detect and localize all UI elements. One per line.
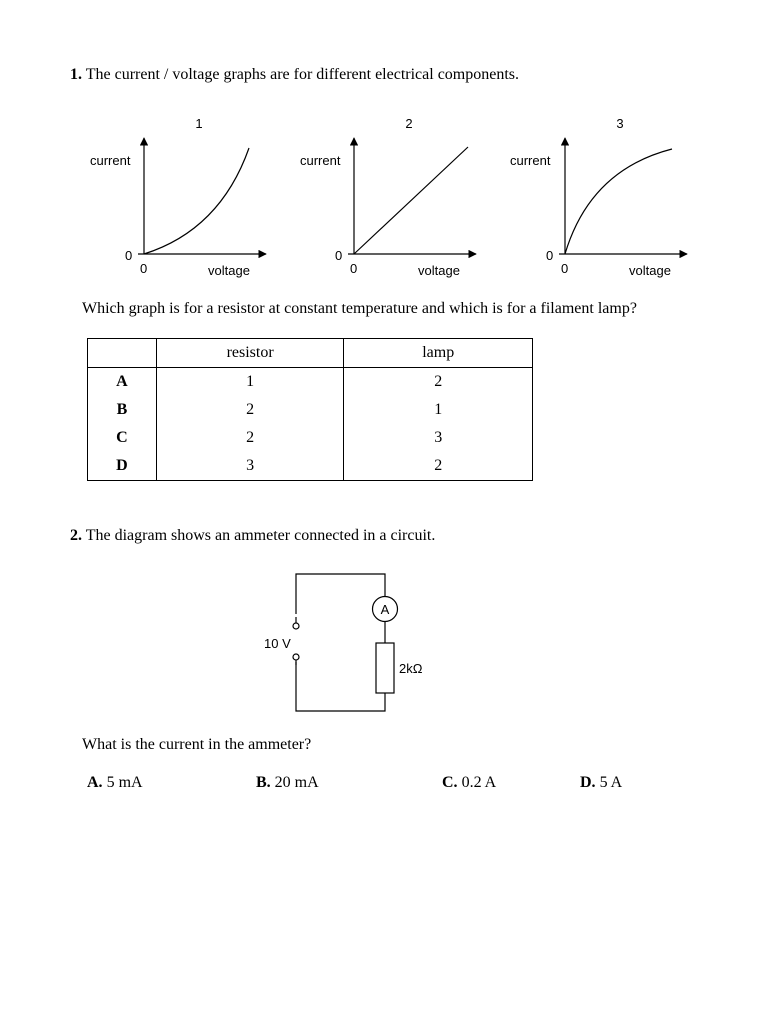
table-header-resistor: resistor <box>156 339 344 368</box>
table-row <box>88 424 533 452</box>
graph-3-curve <box>565 149 672 254</box>
graph-1 <box>90 116 266 278</box>
row-key: C <box>88 424 157 452</box>
graph-3-origin-y: 0 <box>546 248 554 263</box>
graph-1-x-axis-label: voltage <box>208 263 250 278</box>
terminal-bottom <box>293 654 299 660</box>
table-header-key <box>88 339 157 368</box>
circuit-wire-bottom <box>296 662 385 711</box>
row-resistor: 2 <box>156 424 344 452</box>
table-row <box>88 368 533 397</box>
question-2-stem: The diagram shows an ammeter connected in a circuit. <box>85 527 436 544</box>
row-lamp: 1 <box>344 396 533 424</box>
option-d-text: 5 A <box>599 774 623 791</box>
table-header-lamp: lamp <box>344 339 533 368</box>
row-resistor: 1 <box>156 368 344 397</box>
option-a[interactable] <box>87 774 143 792</box>
graph-1-origin-x: 0 <box>140 261 148 276</box>
resistor-label: 2kΩ <box>399 661 423 676</box>
question-1-number: 1. <box>70 66 82 83</box>
option-c[interactable] <box>442 774 496 792</box>
answer-table-header <box>88 339 533 368</box>
graph-2-x-axis-label: voltage <box>418 263 460 278</box>
option-b-key: B. <box>256 774 271 791</box>
row-lamp: 2 <box>344 452 533 481</box>
graph-2-origin-x: 0 <box>350 261 358 276</box>
graph-2-line <box>354 147 468 254</box>
circuit-wire-top <box>296 574 385 614</box>
graph-3-origin-x: 0 <box>561 261 569 276</box>
row-resistor: 3 <box>156 452 344 481</box>
question-1-stem: The current / voltage graphs are for different electrical components. <box>85 66 520 83</box>
graph-1-label: 1 <box>195 116 203 131</box>
table-row <box>88 452 533 481</box>
option-a-key: A. <box>87 774 103 791</box>
question-2-text <box>70 527 435 545</box>
graph-1-y-axis-label: current <box>90 153 131 168</box>
answer-table <box>87 338 533 481</box>
option-d-key: D. <box>580 774 596 791</box>
row-resistor: 2 <box>156 396 344 424</box>
table-row <box>88 396 533 424</box>
circuit-diagram <box>250 565 450 720</box>
graph-2-y-axis-label: current <box>300 153 341 168</box>
graph-1-origin-y: 0 <box>125 248 133 263</box>
question-2-prompt: What is the current in the ammeter? <box>82 736 312 753</box>
option-a-text: 5 mA <box>106 774 143 791</box>
graph-2-origin-y: 0 <box>335 248 343 263</box>
graph-2 <box>300 116 476 278</box>
graph-3-x-axis-label: voltage <box>629 263 671 278</box>
option-c-text: 0.2 A <box>461 774 497 791</box>
iv-graphs <box>80 110 700 285</box>
row-key: B <box>88 396 157 424</box>
graph-3-y-axis-label: current <box>510 153 551 168</box>
graph-1-curve <box>144 148 249 254</box>
question-2-number: 2. <box>70 527 82 544</box>
question-1-text <box>70 66 519 84</box>
row-key: D <box>88 452 157 481</box>
option-b-text: 20 mA <box>274 774 319 791</box>
graph-3 <box>510 116 687 278</box>
terminal-top <box>293 623 299 629</box>
option-d[interactable] <box>580 774 622 792</box>
row-lamp: 3 <box>344 424 533 452</box>
resistor-icon <box>376 643 394 693</box>
source-voltage-label: 10 V <box>264 636 291 651</box>
graph-3-label: 3 <box>616 116 624 131</box>
row-key: A <box>88 368 157 397</box>
question-1-prompt: Which graph is for a resistor at constant temperature and which is for a filament lamp? <box>82 300 637 317</box>
option-b[interactable] <box>256 774 319 792</box>
graph-2-label: 2 <box>405 116 413 131</box>
row-lamp: 2 <box>344 368 533 397</box>
option-c-key: C. <box>442 774 458 791</box>
ammeter-label: A <box>380 602 390 617</box>
